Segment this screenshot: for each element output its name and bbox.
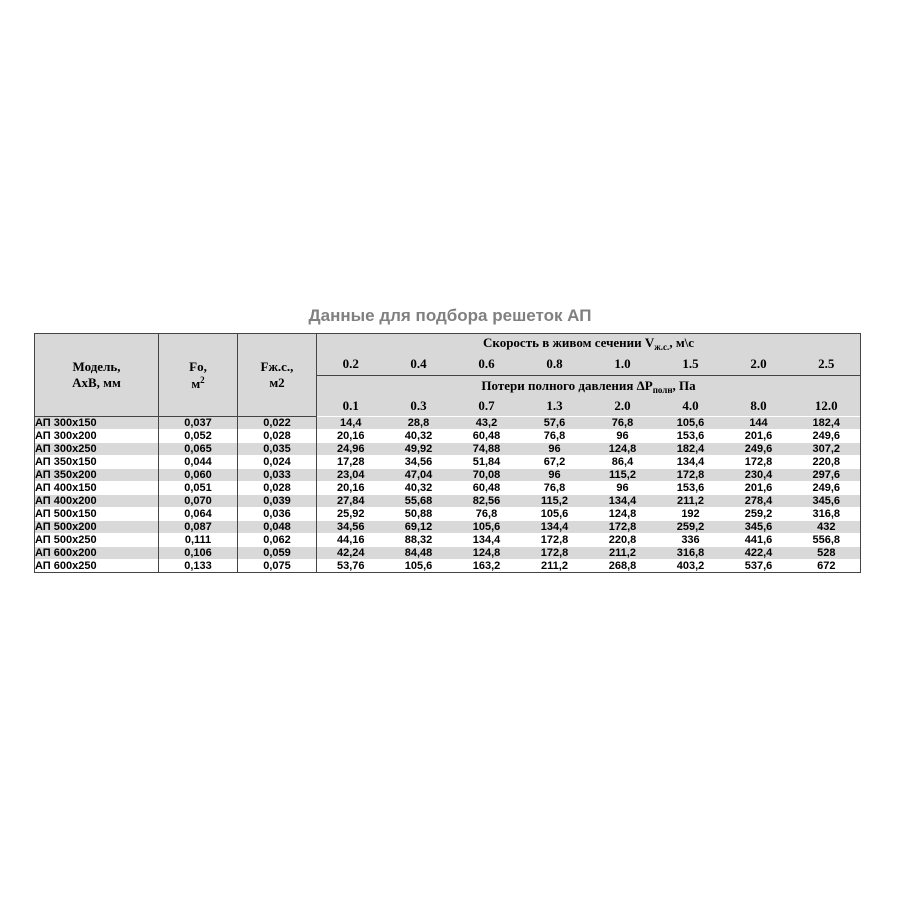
pressure-loss-cell: 163,2 <box>453 560 521 573</box>
pressure-loss-cell: 556,8 <box>793 534 861 547</box>
velocity-value: 2.5 <box>793 353 861 376</box>
pressure-loss-cell: 316,8 <box>793 508 861 521</box>
pressure-loss-cell: 345,6 <box>793 495 861 508</box>
pressure-loss-cell: 43,2 <box>453 417 521 430</box>
pressure-loss-cell: 172,8 <box>521 534 589 547</box>
pressure-loss-cell: 105,6 <box>385 560 453 573</box>
fz-cell: 0,059 <box>238 547 317 560</box>
velocity-value: 0.4 <box>410 356 427 371</box>
pressure-loss-cell: 432 <box>793 521 861 534</box>
pressure-loss-cell: 76,8 <box>453 508 521 521</box>
pressure-loss-cell: 278,4 <box>725 495 793 508</box>
pressure-loss-cell: 201,6 <box>725 430 793 443</box>
fz-cell: 0,039 <box>238 495 317 508</box>
model-cell: АП 350х150 <box>35 456 159 469</box>
fo-unit: м <box>191 375 201 391</box>
pressure-loss-cell: 86,4 <box>589 456 657 469</box>
pressure-loss-cell: 105,6 <box>657 417 725 430</box>
fo-cell: 0,133 <box>159 560 238 573</box>
pressure-loss-cell: 44,16 <box>317 534 385 547</box>
table-row <box>35 482 861 495</box>
pressure-loss-cell: 307,2 <box>793 443 861 456</box>
pressure-loss-cell: 42,24 <box>317 547 385 560</box>
pressure-loss-cell: 297,6 <box>793 469 861 482</box>
fz-cell: 0,048 <box>238 521 317 534</box>
pressure-loss-cell: 124,8 <box>453 547 521 560</box>
pressure-loss-cell: 40,32 <box>385 482 453 495</box>
loss-caption-subscript: полн <box>652 384 673 395</box>
fo-cell: 0,070 <box>159 495 238 508</box>
pressure-loss-cell: 88,32 <box>385 534 453 547</box>
model-cell: АП 500х200 <box>35 521 159 534</box>
model-cell: АП 350х200 <box>35 469 159 482</box>
fo-cell: 0,064 <box>159 508 238 521</box>
velocity-value: 0.8 <box>546 356 563 371</box>
pressure-loss-cell: 20,16 <box>317 482 385 495</box>
velocity-value: 1.0 <box>614 356 631 371</box>
pressure-loss-cell: 67,2 <box>521 456 589 469</box>
pressure-loss-cell: 259,2 <box>657 521 725 534</box>
velocity-caption-text: Скорость в живом сечении V <box>483 335 655 350</box>
fz-cell: 0,022 <box>238 417 317 430</box>
table-row <box>35 547 861 560</box>
pressure-loss-cell: 53,76 <box>317 560 385 573</box>
table-row <box>35 456 861 469</box>
pressure-loss-cell: 25,92 <box>317 508 385 521</box>
model-header-line2: АхВ, мм <box>72 375 121 390</box>
model-cell: АП 500х250 <box>35 534 159 547</box>
table-row <box>35 417 861 430</box>
table-row <box>35 534 861 547</box>
pressure-loss-cell: 134,4 <box>521 521 589 534</box>
pressure-loss-cell: 192 <box>657 508 725 521</box>
pressure-loss-cell: 55,68 <box>385 495 453 508</box>
pressure-loss-cell: 134,4 <box>453 534 521 547</box>
table-row <box>35 469 861 482</box>
pressure-loss-cell: 34,56 <box>385 456 453 469</box>
pressure-loss-cell: 47,04 <box>385 469 453 482</box>
table-row <box>35 560 861 573</box>
pressure-loss-cell: 14,4 <box>317 417 385 430</box>
fo-cell: 0,065 <box>159 443 238 456</box>
table-row <box>35 495 861 508</box>
pressure-loss-cell: 74,88 <box>453 443 521 456</box>
velocity-value: 0.2 <box>342 356 359 371</box>
pressure-loss-cell: 134,4 <box>589 495 657 508</box>
pressure-loss-cell: 105,6 <box>521 508 589 521</box>
fo-cell: 0,087 <box>159 521 238 534</box>
model-cell: АП 300х250 <box>35 443 159 456</box>
pressure-loss-cell: 82,56 <box>453 495 521 508</box>
pressure-loss-cell: 50,88 <box>385 508 453 521</box>
pressure-loss-cell: 76,8 <box>589 417 657 430</box>
velocity-value: 1.5 <box>682 356 699 371</box>
pressure-loss-cell: 49,92 <box>385 443 453 456</box>
table-header <box>35 334 861 417</box>
velocity-caption-unit: , м\с <box>669 335 695 350</box>
fz-cell: 0,028 <box>238 430 317 443</box>
pressure-loss-cell: 211,2 <box>521 560 589 573</box>
pressure-loss-cell: 153,6 <box>657 430 725 443</box>
fo-cell: 0,051 <box>159 482 238 495</box>
pressure-loss-cell: 230,4 <box>725 469 793 482</box>
velocity-caption <box>317 334 861 354</box>
pressure-loss-cell: 20,16 <box>317 430 385 443</box>
loss-value: 2.0 <box>614 398 631 413</box>
pressure-loss-cell: 172,8 <box>657 469 725 482</box>
pressure-loss-cell: 172,8 <box>725 456 793 469</box>
table-body <box>35 417 861 573</box>
pressure-loss-cell: 259,2 <box>725 508 793 521</box>
pressure-loss-cell: 403,2 <box>657 560 725 573</box>
fz-cell: 0,036 <box>238 508 317 521</box>
loss-value: 8.0 <box>750 398 767 413</box>
loss-value: 0.7 <box>478 398 495 413</box>
pressure-loss-cell: 537,6 <box>725 560 793 573</box>
pressure-loss-cell: 249,6 <box>793 482 861 495</box>
loss-value: 0.1 <box>342 398 359 413</box>
fo-header-line2 <box>159 375 237 392</box>
fo-cell: 0,106 <box>159 547 238 560</box>
fo-cell: 0,111 <box>159 534 238 547</box>
pressure-loss-cell: 172,8 <box>589 521 657 534</box>
pressure-loss-cell: 220,8 <box>793 456 861 469</box>
fz-header-line1: Fж.с., <box>260 359 294 374</box>
fo-cell: 0,037 <box>159 417 238 430</box>
pressure-loss-cell: 96 <box>589 482 657 495</box>
pressure-loss-cell: 57,6 <box>521 417 589 430</box>
fz-header-line2: м2 <box>269 375 285 390</box>
pressure-loss-cell: 70,08 <box>453 469 521 482</box>
velocity-value: 2.0 <box>750 356 767 371</box>
pressure-loss-cell: 134,4 <box>657 456 725 469</box>
pressure-loss-cell: 84,48 <box>385 547 453 560</box>
fo-unit-exponent: 2 <box>200 374 205 385</box>
model-cell: АП 400х150 <box>35 482 159 495</box>
model-header-line1: Модель, <box>72 359 121 374</box>
pressure-loss-cell: 51,84 <box>453 456 521 469</box>
fz-cell: 0,075 <box>238 560 317 573</box>
pressure-loss-cell: 28,8 <box>385 417 453 430</box>
pressure-loss-cell: 153,6 <box>657 482 725 495</box>
grille-selection-table <box>34 333 861 573</box>
fz-cell: 0,033 <box>238 469 317 482</box>
fo-cell: 0,052 <box>159 430 238 443</box>
pressure-loss-cell: 422,4 <box>725 547 793 560</box>
pressure-loss-cell: 27,84 <box>317 495 385 508</box>
pressure-loss-cell: 336 <box>657 534 725 547</box>
pressure-loss-cell: 40,32 <box>385 430 453 443</box>
pressure-loss-cell: 211,2 <box>657 495 725 508</box>
pressure-loss-cell: 345,6 <box>725 521 793 534</box>
velocity-value: 0.6 <box>478 356 495 371</box>
pressure-loss-cell: 144 <box>725 417 793 430</box>
pressure-loss-cell: 220,8 <box>589 534 657 547</box>
model-column-header <box>35 334 159 417</box>
pressure-loss-cell: 672 <box>793 560 861 573</box>
pressure-loss-cell: 115,2 <box>521 495 589 508</box>
pressure-loss-cell: 60,48 <box>453 430 521 443</box>
pressure-loss-cell: 211,2 <box>589 547 657 560</box>
fz-cell: 0,062 <box>238 534 317 547</box>
pressure-loss-cell: 23,04 <box>317 469 385 482</box>
loss-caption-text: Потери полного давления ΔP <box>481 377 653 393</box>
loss-value: 4.0 <box>682 398 699 413</box>
fz-column-header <box>238 334 317 417</box>
table-title: Данные для подбора решеток АП <box>308 306 592 325</box>
pressure-loss-cell: 182,4 <box>793 417 861 430</box>
fz-cell: 0,028 <box>238 482 317 495</box>
pressure-loss-cell: 441,6 <box>725 534 793 547</box>
pressure-loss-cell: 316,8 <box>657 547 725 560</box>
model-cell: АП 300х150 <box>35 417 159 430</box>
pressure-loss-cell: 528 <box>793 547 861 560</box>
pressure-loss-cell: 24,96 <box>317 443 385 456</box>
model-cell: АП 600х200 <box>35 547 159 560</box>
loss-value: 1.3 <box>546 398 563 413</box>
model-cell: АП 500х150 <box>35 508 159 521</box>
model-cell: АП 300х200 <box>35 430 159 443</box>
pressure-loss-cell: 69,12 <box>385 521 453 534</box>
pressure-loss-cell: 115,2 <box>589 469 657 482</box>
table-row <box>35 443 861 456</box>
loss-value: 12.0 <box>793 396 861 417</box>
model-cell: АП 600х250 <box>35 560 159 573</box>
table-row <box>35 430 861 443</box>
fo-cell: 0,060 <box>159 469 238 482</box>
fo-cell: 0,044 <box>159 456 238 469</box>
fz-cell: 0,035 <box>238 443 317 456</box>
table-row <box>35 508 861 521</box>
model-cell: АП 400х200 <box>35 495 159 508</box>
pressure-loss-cell: 96 <box>589 430 657 443</box>
fz-cell: 0,024 <box>238 456 317 469</box>
pressure-loss-cell: 76,8 <box>521 482 589 495</box>
pressure-loss-cell: 172,8 <box>521 547 589 560</box>
pressure-loss-cell: 34,56 <box>317 521 385 534</box>
velocity-caption-subscript: ж.с. <box>654 342 670 352</box>
pressure-loss-cell: 124,8 <box>589 443 657 456</box>
loss-value: 0.3 <box>410 398 427 413</box>
fo-header-line1: Fo, <box>189 358 207 374</box>
pressure-loss-cell: 124,8 <box>589 508 657 521</box>
pressure-loss-cell: 249,6 <box>725 443 793 456</box>
pressure-loss-caption <box>317 376 861 397</box>
table-row <box>35 521 861 534</box>
pressure-loss-cell: 60,48 <box>453 482 521 495</box>
pressure-loss-cell: 249,6 <box>793 430 861 443</box>
pressure-loss-cell: 96 <box>521 469 589 482</box>
pressure-loss-cell: 17,28 <box>317 456 385 469</box>
pressure-loss-cell: 201,6 <box>725 482 793 495</box>
loss-caption-unit: , Па <box>672 377 696 393</box>
pressure-loss-cell: 105,6 <box>453 521 521 534</box>
pressure-loss-cell: 182,4 <box>657 443 725 456</box>
pressure-loss-cell: 268,8 <box>589 560 657 573</box>
pressure-loss-cell: 76,8 <box>521 430 589 443</box>
fo-column-header <box>159 334 238 417</box>
pressure-loss-cell: 96 <box>521 443 589 456</box>
